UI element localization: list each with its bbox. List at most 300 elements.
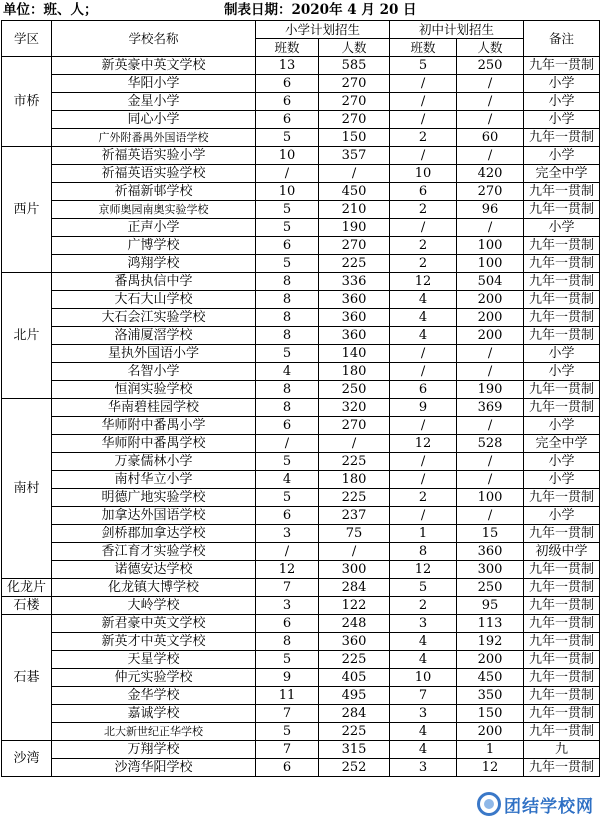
col-junior-classes-header: 班数 (390, 39, 457, 57)
unit-label: 单位：班、人； (3, 2, 98, 18)
remark-cell: 小学 (524, 345, 600, 363)
date-label: 制表日期：2020年 4 月 20 日 (224, 2, 417, 18)
primary-people-cell: 315 (319, 741, 390, 759)
primary-people-cell: 360 (319, 291, 390, 309)
table-row (2, 417, 600, 435)
primary-classes-cell: 5 (256, 453, 319, 471)
junior-classes-cell: / (390, 507, 457, 525)
remark-cell: 九年一贯制 (524, 255, 600, 273)
primary-classes-cell: 5 (256, 255, 319, 273)
primary-people-cell: 360 (319, 327, 390, 345)
remark-cell: 九年一贯制 (524, 687, 600, 705)
junior-classes-cell: 12 (390, 273, 457, 291)
junior-people-cell: 360 (457, 543, 524, 561)
school-name-cell: 北大新世纪正华学校 (52, 723, 256, 741)
table-row (2, 597, 600, 615)
table-row (2, 237, 600, 255)
junior-people-cell: / (457, 507, 524, 525)
primary-classes-cell: 11 (256, 687, 319, 705)
junior-classes-cell: 10 (390, 165, 457, 183)
primary-people-cell: 210 (319, 201, 390, 219)
junior-classes-cell: 4 (390, 291, 457, 309)
remark-cell: 九年一贯制 (524, 597, 600, 615)
primary-people-cell: 190 (319, 219, 390, 237)
junior-people-cell: 200 (457, 327, 524, 345)
col-junior-people-header: 人数 (457, 39, 524, 57)
primary-people-cell: 270 (319, 75, 390, 93)
table-row (2, 507, 600, 525)
remark-cell: 小学 (524, 417, 600, 435)
junior-classes-cell: 6 (390, 183, 457, 201)
junior-people-cell: / (457, 453, 524, 471)
junior-classes-cell: 5 (390, 579, 457, 597)
school-name-cell: 化龙镇大博学校 (52, 579, 256, 597)
table-row (2, 291, 600, 309)
junior-classes-cell: 2 (390, 237, 457, 255)
junior-people-cell: 200 (457, 309, 524, 327)
junior-people-cell: 12 (457, 759, 524, 777)
primary-classes-cell: 5 (256, 219, 319, 237)
remark-cell: 小学 (524, 75, 600, 93)
junior-classes-cell: 12 (390, 435, 457, 453)
primary-classes-cell: 5 (256, 345, 319, 363)
col-primary-group-header: 小学计划招生 (256, 21, 390, 39)
primary-classes-cell: 5 (256, 129, 319, 147)
junior-people-cell: 95 (457, 597, 524, 615)
table-row (2, 129, 600, 147)
col-district-header: 学区 (2, 21, 52, 57)
primary-people-cell: 357 (319, 147, 390, 165)
junior-classes-cell: 4 (390, 741, 457, 759)
junior-classes-cell: 9 (390, 399, 457, 417)
junior-people-cell: 504 (457, 273, 524, 291)
primary-people-cell: 336 (319, 273, 390, 291)
school-name-cell: 嘉诚学校 (52, 705, 256, 723)
remark-cell: 九年一贯制 (524, 57, 600, 75)
primary-classes-cell: 6 (256, 615, 319, 633)
school-name-cell: 万翔学校 (52, 741, 256, 759)
junior-classes-cell: 7 (390, 687, 457, 705)
primary-classes-cell: / (256, 543, 319, 561)
remark-cell: 小学 (524, 93, 600, 111)
primary-people-cell: 450 (319, 183, 390, 201)
school-name-cell: 大石会江实验学校 (52, 309, 256, 327)
table-row (2, 615, 600, 633)
school-name-cell: 华阳小学 (52, 75, 256, 93)
junior-people-cell: 350 (457, 687, 524, 705)
primary-people-cell: 225 (319, 489, 390, 507)
junior-classes-cell: / (390, 345, 457, 363)
table-row (2, 327, 600, 345)
remark-cell: 小学 (524, 219, 600, 237)
primary-people-cell: 284 (319, 579, 390, 597)
school-name-cell: 华师附中番禺小学 (52, 417, 256, 435)
table-row (2, 723, 600, 741)
junior-people-cell: 250 (457, 57, 524, 75)
table-row (2, 147, 600, 165)
junior-people-cell: / (457, 75, 524, 93)
table-row (2, 687, 600, 705)
primary-people-cell: 140 (319, 345, 390, 363)
junior-classes-cell: 4 (390, 633, 457, 651)
school-name-cell: 祈福英语实验小学 (52, 147, 256, 165)
globe-logo-icon (477, 792, 501, 816)
primary-people-cell: 75 (319, 525, 390, 543)
primary-classes-cell: 6 (256, 759, 319, 777)
remark-cell: 小学 (524, 507, 600, 525)
school-name-cell: 京师奥园南奥实验学校 (52, 201, 256, 219)
primary-classes-cell: 8 (256, 291, 319, 309)
primary-classes-cell: 8 (256, 399, 319, 417)
junior-classes-cell: 6 (390, 381, 457, 399)
table-row (2, 399, 600, 417)
primary-people-cell: 225 (319, 723, 390, 741)
table-row (2, 255, 600, 273)
school-name-cell: 金华学校 (52, 687, 256, 705)
junior-people-cell: / (457, 471, 524, 489)
remark-cell: 九年一贯制 (524, 705, 600, 723)
school-name-cell: 广博学校 (52, 237, 256, 255)
remark-cell: 九年一贯制 (524, 327, 600, 345)
primary-classes-cell: 3 (256, 597, 319, 615)
primary-people-cell: 252 (319, 759, 390, 777)
school-name-cell: 香江育才实验学校 (52, 543, 256, 561)
primary-classes-cell: / (256, 435, 319, 453)
primary-classes-cell: 10 (256, 147, 319, 165)
table-row (2, 183, 600, 201)
junior-people-cell: 200 (457, 651, 524, 669)
table-row (2, 435, 600, 453)
junior-classes-cell: 2 (390, 489, 457, 507)
junior-people-cell: 190 (457, 381, 524, 399)
remark-cell: 完全中学 (524, 435, 600, 453)
primary-people-cell: 300 (319, 561, 390, 579)
junior-classes-cell: / (390, 111, 457, 129)
remark-cell: 小学 (524, 453, 600, 471)
primary-people-cell: 180 (319, 471, 390, 489)
junior-classes-cell: / (390, 147, 457, 165)
school-name-cell: 新英豪中英文学校 (52, 57, 256, 75)
junior-people-cell: / (457, 219, 524, 237)
remark-cell: 九年一贯制 (524, 579, 600, 597)
remark-cell: 九年一贯制 (524, 273, 600, 291)
table-row (2, 633, 600, 651)
col-primary-people-header: 人数 (319, 39, 390, 57)
junior-people-cell: 369 (457, 399, 524, 417)
junior-classes-cell: / (390, 363, 457, 381)
junior-classes-cell: 4 (390, 327, 457, 345)
school-name-cell: 祈福英语实验学校 (52, 165, 256, 183)
primary-classes-cell: 8 (256, 273, 319, 291)
table-row (2, 651, 600, 669)
remark-cell: 小学 (524, 363, 600, 381)
primary-classes-cell: 7 (256, 741, 319, 759)
table-row (2, 345, 600, 363)
primary-classes-cell: 5 (256, 489, 319, 507)
remark-cell: 九年一贯制 (524, 561, 600, 579)
primary-people-cell: 270 (319, 111, 390, 129)
school-name-cell: 华南碧桂园学校 (52, 399, 256, 417)
table-row (2, 93, 600, 111)
table-row (2, 471, 600, 489)
table-row (2, 75, 600, 93)
junior-people-cell: 150 (457, 705, 524, 723)
table-row (2, 453, 600, 471)
junior-people-cell: 1 (457, 741, 524, 759)
primary-classes-cell: 6 (256, 93, 319, 111)
table-row (2, 525, 600, 543)
table-row (2, 579, 600, 597)
primary-people-cell: 250 (319, 381, 390, 399)
table-row (2, 363, 600, 381)
enrollment-table (1, 20, 600, 777)
remark-cell: 九年一贯制 (524, 651, 600, 669)
district-cell: 石楼 (2, 597, 52, 615)
col-junior-group-header: 初中计划招生 (390, 21, 524, 39)
primary-classes-cell: 10 (256, 183, 319, 201)
school-name-cell: 星执外国语小学 (52, 345, 256, 363)
primary-classes-cell: 8 (256, 381, 319, 399)
junior-people-cell: 200 (457, 723, 524, 741)
watermark (472, 790, 594, 818)
junior-people-cell: 300 (457, 561, 524, 579)
school-name-cell: 华师附中番禺学校 (52, 435, 256, 453)
primary-classes-cell: 6 (256, 507, 319, 525)
primary-classes-cell: 5 (256, 651, 319, 669)
junior-classes-cell: 2 (390, 201, 457, 219)
table-body (2, 57, 600, 777)
col-school-header: 学校名称 (52, 21, 256, 57)
primary-classes-cell: 8 (256, 633, 319, 651)
remark-cell: 小学 (524, 147, 600, 165)
junior-people-cell: 192 (457, 633, 524, 651)
remark-cell: 九年一贯制 (524, 381, 600, 399)
junior-classes-cell: 4 (390, 723, 457, 741)
school-name-cell: 洛浦厦滘学校 (52, 327, 256, 345)
remark-cell: 九年一贯制 (524, 309, 600, 327)
table-row (2, 741, 600, 759)
junior-classes-cell: 12 (390, 561, 457, 579)
primary-people-cell: 585 (319, 57, 390, 75)
remark-cell: 九年一贯制 (524, 291, 600, 309)
junior-classes-cell: / (390, 471, 457, 489)
primary-classes-cell: 12 (256, 561, 319, 579)
primary-classes-cell: 7 (256, 579, 319, 597)
remark-cell: 完全中学 (524, 165, 600, 183)
remark-cell: 九年一贯制 (524, 399, 600, 417)
junior-people-cell: 450 (457, 669, 524, 687)
junior-people-cell: 100 (457, 237, 524, 255)
junior-classes-cell: / (390, 417, 457, 435)
school-name-cell: 南村华立小学 (52, 471, 256, 489)
primary-people-cell: 225 (319, 651, 390, 669)
primary-classes-cell: / (256, 165, 319, 183)
junior-people-cell: 15 (457, 525, 524, 543)
junior-classes-cell: 4 (390, 309, 457, 327)
col-primary-classes-header: 班数 (256, 39, 319, 57)
primary-people-cell: 360 (319, 633, 390, 651)
primary-classes-cell: 4 (256, 363, 319, 381)
school-name-cell: 正声小学 (52, 219, 256, 237)
col-remark-header: 备注 (524, 21, 600, 57)
school-name-cell: 新君豪中英文学校 (52, 615, 256, 633)
primary-people-cell: / (319, 543, 390, 561)
table-row (2, 759, 600, 777)
school-name-cell: 大岭学校 (52, 597, 256, 615)
primary-people-cell: / (319, 435, 390, 453)
junior-classes-cell: 3 (390, 759, 457, 777)
junior-classes-cell: 2 (390, 129, 457, 147)
remark-cell: 九年一贯制 (524, 237, 600, 255)
district-cell: 南村 (2, 399, 52, 579)
junior-people-cell: / (457, 111, 524, 129)
primary-people-cell: 405 (319, 669, 390, 687)
school-name-cell: 加拿达外国语学校 (52, 507, 256, 525)
remark-cell: 九 (524, 741, 600, 759)
remark-cell: 小学 (524, 111, 600, 129)
junior-people-cell: / (457, 417, 524, 435)
primary-people-cell: 180 (319, 363, 390, 381)
junior-classes-cell: 3 (390, 705, 457, 723)
junior-people-cell: 60 (457, 129, 524, 147)
junior-classes-cell: 8 (390, 543, 457, 561)
primary-classes-cell: 6 (256, 111, 319, 129)
school-name-cell: 沙湾华阳学校 (52, 759, 256, 777)
district-cell: 市桥 (2, 57, 52, 147)
primary-classes-cell: 5 (256, 201, 319, 219)
remark-cell: 九年一贯制 (524, 489, 600, 507)
district-cell: 沙湾 (2, 741, 52, 777)
primary-people-cell: 360 (319, 309, 390, 327)
remark-cell: 九年一贯制 (524, 669, 600, 687)
primary-classes-cell: 9 (256, 669, 319, 687)
primary-people-cell: 270 (319, 417, 390, 435)
primary-people-cell: 122 (319, 597, 390, 615)
remark-cell: 九年一贯制 (524, 723, 600, 741)
table-row (2, 219, 600, 237)
junior-people-cell: / (457, 147, 524, 165)
junior-people-cell: / (457, 93, 524, 111)
junior-classes-cell: 10 (390, 669, 457, 687)
table-row (2, 543, 600, 561)
table-row (2, 489, 600, 507)
primary-people-cell: 237 (319, 507, 390, 525)
primary-classes-cell: 6 (256, 75, 319, 93)
primary-people-cell: 270 (319, 237, 390, 255)
junior-people-cell: 100 (457, 489, 524, 507)
remark-cell: 九年一贯制 (524, 183, 600, 201)
table-header (0, 0, 600, 20)
primary-people-cell: 225 (319, 453, 390, 471)
remark-cell: 小学 (524, 471, 600, 489)
primary-classes-cell: 8 (256, 327, 319, 345)
school-name-cell: 鸿翔学校 (52, 255, 256, 273)
junior-classes-cell: / (390, 453, 457, 471)
table-row (2, 561, 600, 579)
junior-classes-cell: 4 (390, 651, 457, 669)
primary-classes-cell: 3 (256, 525, 319, 543)
junior-classes-cell: 2 (390, 597, 457, 615)
junior-classes-cell: 1 (390, 525, 457, 543)
primary-people-cell: 225 (319, 255, 390, 273)
junior-people-cell: 200 (457, 291, 524, 309)
junior-classes-cell: / (390, 219, 457, 237)
primary-classes-cell: 4 (256, 471, 319, 489)
primary-people-cell: 320 (319, 399, 390, 417)
table-row (2, 309, 600, 327)
junior-classes-cell: 3 (390, 615, 457, 633)
junior-people-cell: / (457, 363, 524, 381)
junior-people-cell: 96 (457, 201, 524, 219)
school-name-cell: 广外附番禺外国语学校 (52, 129, 256, 147)
primary-classes-cell: 6 (256, 237, 319, 255)
district-cell: 石碁 (2, 615, 52, 741)
watermark-text: 团结学校网 (504, 796, 594, 817)
primary-people-cell: 150 (319, 129, 390, 147)
primary-people-cell: 270 (319, 93, 390, 111)
junior-classes-cell: 5 (390, 57, 457, 75)
district-cell: 西片 (2, 147, 52, 273)
table-row (2, 273, 600, 291)
primary-classes-cell: 5 (256, 723, 319, 741)
school-name-cell: 明德广地实验学校 (52, 489, 256, 507)
school-name-cell: 天星学校 (52, 651, 256, 669)
table-row (2, 381, 600, 399)
school-name-cell: 诺德安达学校 (52, 561, 256, 579)
primary-people-cell: 284 (319, 705, 390, 723)
remark-cell: 初级中学 (524, 543, 600, 561)
junior-people-cell: 420 (457, 165, 524, 183)
school-name-cell: 名智小学 (52, 363, 256, 381)
primary-people-cell: 495 (319, 687, 390, 705)
school-name-cell: 金星小学 (52, 93, 256, 111)
table-row (2, 165, 600, 183)
junior-people-cell: 528 (457, 435, 524, 453)
remark-cell: 九年一贯制 (524, 759, 600, 777)
school-name-cell: 恒润实验学校 (52, 381, 256, 399)
school-name-cell: 同心小学 (52, 111, 256, 129)
primary-classes-cell: 6 (256, 417, 319, 435)
school-name-cell: 大石大山学校 (52, 291, 256, 309)
junior-people-cell: / (457, 345, 524, 363)
primary-people-cell: 248 (319, 615, 390, 633)
school-name-cell: 新英才中英文学校 (52, 633, 256, 651)
junior-classes-cell: / (390, 93, 457, 111)
primary-classes-cell: 8 (256, 309, 319, 327)
table-row (2, 111, 600, 129)
remark-cell: 九年一贯制 (524, 201, 600, 219)
table-row (2, 57, 600, 75)
remark-cell: 九年一贯制 (524, 615, 600, 633)
junior-classes-cell: / (390, 75, 457, 93)
table-row (2, 201, 600, 219)
junior-people-cell: 113 (457, 615, 524, 633)
school-name-cell: 番禺执信中学 (52, 273, 256, 291)
remark-cell: 九年一贯制 (524, 129, 600, 147)
school-name-cell: 剑桥郡加拿达学校 (52, 525, 256, 543)
junior-people-cell: 100 (457, 255, 524, 273)
district-cell: 北片 (2, 273, 52, 399)
district-cell: 化龙片 (2, 579, 52, 597)
school-name-cell: 仲元实验学校 (52, 669, 256, 687)
primary-classes-cell: 13 (256, 57, 319, 75)
junior-classes-cell: 2 (390, 255, 457, 273)
school-name-cell: 万豪儒林小学 (52, 453, 256, 471)
school-name-cell: 祈福新邨学校 (52, 183, 256, 201)
remark-cell: 九年一贯制 (524, 633, 600, 651)
table-row (2, 705, 600, 723)
junior-people-cell: 270 (457, 183, 524, 201)
